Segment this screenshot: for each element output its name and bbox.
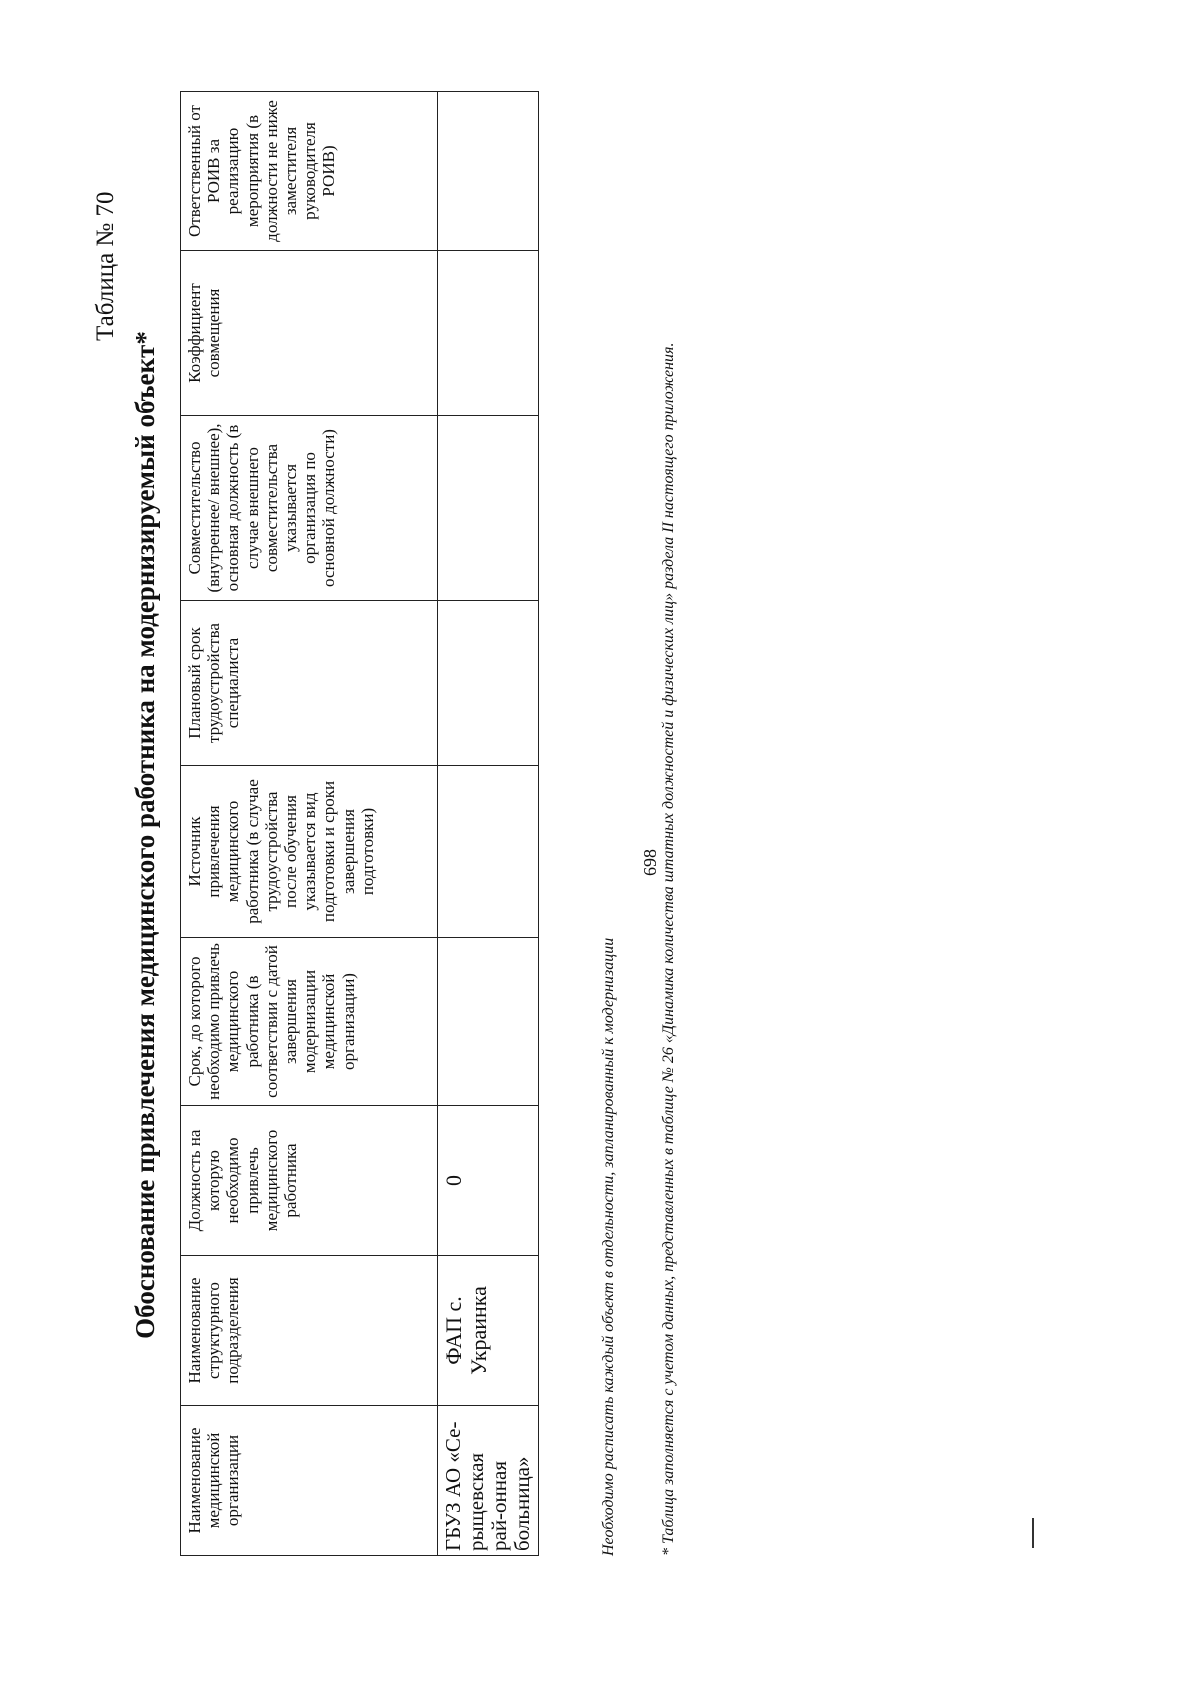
page-number: 698: [640, 849, 660, 876]
justification-table: [180, 91, 539, 1556]
table-cell: [438, 766, 539, 938]
footnote-2: * Таблица заполняется с учетом данных, представленных в таблице № 26 «Динамика количества штатных должностей и физических лиц» раздела II настоящего приложения.: [660, 342, 677, 1556]
table-cell: 0: [438, 1106, 539, 1256]
table-row: [438, 92, 539, 1556]
header-cell: Коэффициент совмещения: [181, 251, 438, 416]
header-cell: Ответственный от РОИВ за реализацию мероприятия (в должности не ниже заместителя руководителя РОИВ): [181, 92, 438, 251]
table-cell: ФАП с. Украинка: [438, 1256, 539, 1406]
header-cell: Должность на которую необходимо привлечь медицинского работника: [181, 1106, 438, 1256]
table-header-row: [181, 92, 438, 1556]
header-cell: Наименование структурного подразделения: [181, 1256, 438, 1406]
header-cell: Наименование медицинской организации: [181, 1406, 438, 1556]
footnote-1: Необходимо расписать каждый объект в отдельности, запланированный к модернизации: [600, 937, 617, 1556]
table-cell: [438, 938, 539, 1106]
table-cell: ГБУЗ АО «Се-рыщевская рай-онная больница»: [438, 1406, 539, 1556]
table-number: Таблица № 70: [92, 191, 119, 341]
table-cell: [438, 601, 539, 766]
document-title: Обоснование привлечения медицинского работника на модернизируемый объект*: [130, 331, 160, 1339]
header-cell: Плановый срок трудоустройства специалиста: [181, 601, 438, 766]
table-cell: [438, 416, 539, 601]
table-cell: [438, 251, 539, 416]
table-cell: [438, 92, 539, 251]
header-cell: Источник привлечения медицинского работника (в случае трудоустройства после обучения указывается вид подготовки и сроки завершения подготовки): [181, 766, 438, 938]
header-cell: Срок, до которого необходимо привлечь медицинского работника (в соответствии с датой завершения модернизации медицинской организации): [181, 938, 438, 1106]
header-cell: Совместительство (внутреннее/ внешнее), основная должность (в случае внешнего совместительства указывается организация по основной должности): [181, 416, 438, 601]
scan-mark: [1032, 1518, 1034, 1548]
